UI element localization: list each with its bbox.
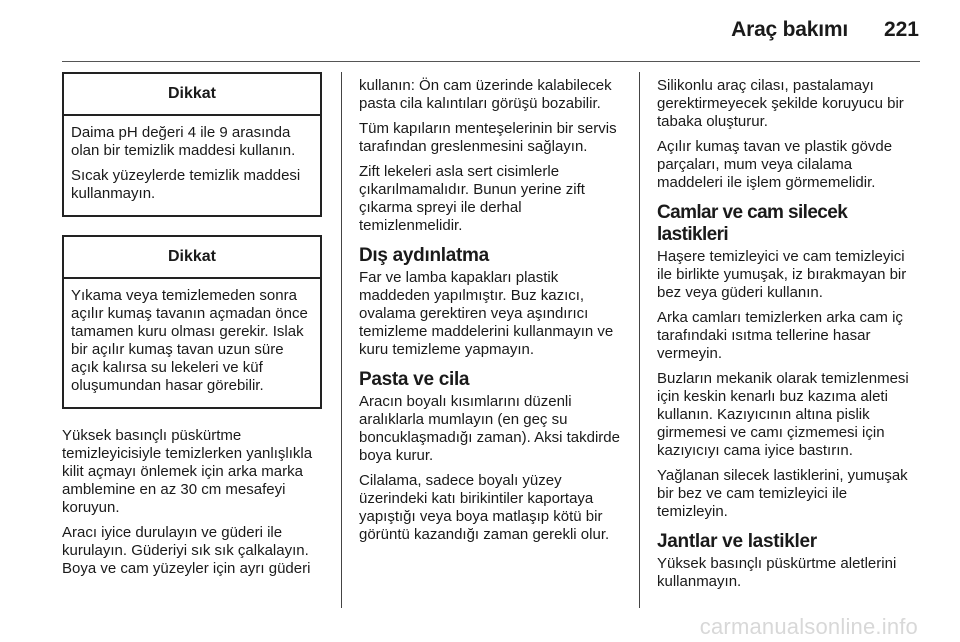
warning-heading: Dikkat xyxy=(64,74,320,116)
section-heading: Camlar ve cam silecek lastikleri xyxy=(657,202,848,245)
body-paragraph: Haşere temizleyici ve cam temizleyici ile birlikte yumuşak, iz bırakmayan bir bez veya güderi kullanın. xyxy=(657,248,907,301)
column-divider xyxy=(639,72,640,608)
body-paragraph: Tüm kapıların menteşelerinin bir servis tarafından greslenmesini sağlayın. xyxy=(359,120,617,155)
section-heading: Dış aydınlatma xyxy=(359,245,489,266)
warning-text: Yıkama veya temizlemeden sonra açılır kumaş tavanın açmadan önce tamamen kuru olması gerekir. Islak bir açılır kumaş tavan uzun süre açık kalırsa su lekeleri ve küf oluşumundan hasar görebilir. xyxy=(71,287,308,394)
body-paragraph: Silikonlu araç cilası, pastalamayı gerektirmeyecek şekilde koruyucu bir tabaka oluşturur. xyxy=(657,77,904,130)
body-paragraph: Cilalama, sadece boyalı yüzey üzerindeki katı birikintiler kaportaya yapıştığı veya boya matlaşıp kötü bir görüntü kazandığı zaman gerekli olur. xyxy=(359,472,610,543)
warning-heading: Dikkat xyxy=(64,237,320,279)
body-paragraph: Açılır kumaş tavan ve plastik gövde parçaları, mum veya cilalama maddeleri ile işlem görmemelidir. xyxy=(657,138,893,191)
page-header xyxy=(0,0,960,60)
section-heading: Jantlar ve lastikler xyxy=(657,531,817,552)
warning-body xyxy=(64,116,320,215)
page-title: Araç bakımı xyxy=(731,18,848,41)
body-paragraph: Buzların mekanik olarak temizlenmesi için keskin kenarlı buz kazıma aleti kullanın. Kazıyıcının altına pislik girmemesi ve camı çizmemesi için kazıyıcıyı cama iyice bastırın. xyxy=(657,370,909,459)
column-3 xyxy=(657,77,922,598)
warning-text: Daima pH değeri 4 ile 9 arasında olan bir temizlik maddesi kullanın. xyxy=(71,124,296,159)
body-paragraph: Yüksek basınçlı püskürtme temizleyicisiyle temizlerken yanlışlıkla kilit açmayı önlemek için arka marka amblemine en az 30 cm mesafeyi koruyun. xyxy=(62,427,313,516)
page-number: 221 xyxy=(883,18,919,41)
watermark: carmanualsonline.info xyxy=(699,614,918,639)
warning-text: Sıcak yüzeylerde temizlik maddesi kullanmayın. xyxy=(71,167,301,202)
section-heading: Pasta ve cila xyxy=(359,369,470,390)
warning-body xyxy=(64,279,320,407)
body-paragraph: Yüksek basınçlı püskürtme aletlerini kullanmayın. xyxy=(657,555,897,590)
column-2 xyxy=(359,77,621,551)
body-paragraph: Arka camları temizlerken arka cam iç tarafındaki ısıtma tellerine hasar vermeyin. xyxy=(657,309,903,362)
body-paragraph: Zift lekeleri asla sert cisimlerle çıkarılmamalıdır. Bunun yerine zift çıkarma spreyi ile derhal temizlenmelidir. xyxy=(359,163,585,234)
column-1 xyxy=(62,72,322,585)
body-paragraph: Yağlanan silecek lastiklerini, yumuşak bir bez ve cam temizleyici ile temizleyin. xyxy=(657,467,908,520)
body-paragraph: Aracı iyice durulayın ve güderi ile kurulayın. Güderiyi sık sık çalkalayın. Boya ve cam yüzeyler için ayrı güderi xyxy=(62,524,311,577)
body-paragraph: kullanın: Ön cam üzerinde kalabilecek pasta cila kalıntıları görüşü bozabilir. xyxy=(359,77,612,112)
column-divider xyxy=(341,72,342,608)
body-paragraph: Far ve lamba kapakları plastik maddeden yapılmıştır. Buz kazıcı, ovalama gerektiren veya aşındırıcı temizleme maddelerini kullanmayın ve kuru temizleme yapmayın. xyxy=(359,269,614,358)
warning-box-roof xyxy=(62,235,322,409)
warning-box-ph xyxy=(62,72,322,217)
body-paragraph: Aracın boyalı kısımlarını düzenli aralıklarla mumlayın (en geç su boncuklaşmadığı zaman). Aksi takdirde boya kurur. xyxy=(359,393,620,464)
header-rule xyxy=(62,61,920,62)
